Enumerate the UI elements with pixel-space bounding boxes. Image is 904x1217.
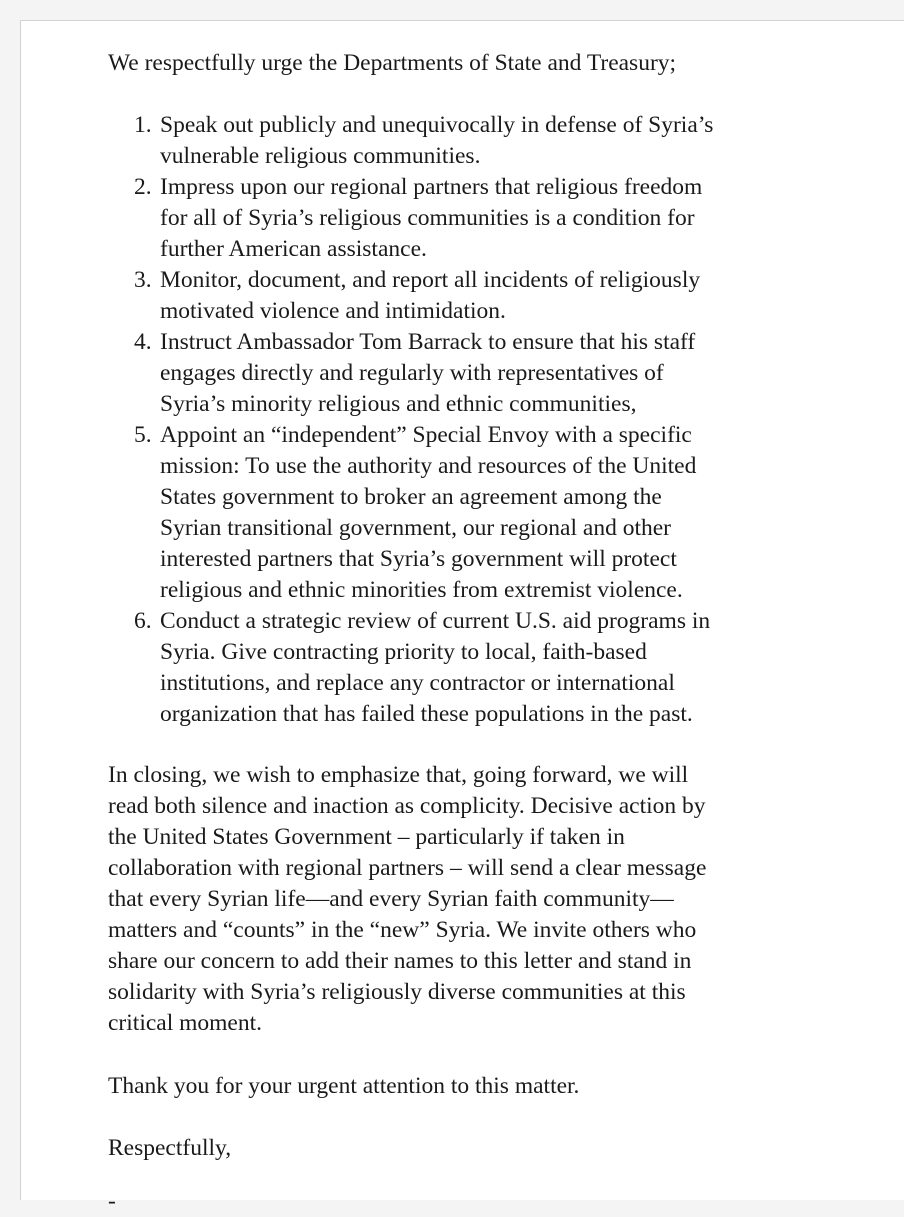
signoff: Respectfully,	[108, 1135, 232, 1161]
list-line: Syrian transitional government, our regional and other	[160, 515, 671, 541]
letter-page	[20, 20, 904, 1214]
list-item-5	[108, 420, 808, 606]
list-number: 3.	[134, 267, 152, 293]
list-line: organization that has failed these populations in the past.	[160, 701, 693, 727]
list-line: institutions, and replace any contractor or international	[160, 670, 675, 696]
list-number: 1.	[134, 112, 152, 138]
list-item-4	[108, 327, 808, 420]
list-line: vulnerable religious communities.	[160, 143, 481, 169]
intro-paragraph: We respectfully urge the Departments of State and Treasury;	[108, 50, 677, 76]
list-line: Speak out publicly and unequivocally in defense of Syria’s	[160, 112, 714, 138]
list-line: Conduct a strategic review of current U.S. aid programs in	[160, 608, 711, 634]
list-line: further American assistance.	[160, 236, 427, 262]
list-number: 6.	[134, 608, 152, 634]
list-line: Appoint an “independent” Special Envoy with a specific	[160, 422, 692, 448]
list-line: Monitor, document, and report all incidents of religiously	[160, 267, 701, 293]
closing-line: the United States Government – particularly if taken in	[108, 824, 625, 850]
list-line: religious and ethnic minorities from extremist violence.	[160, 577, 683, 603]
recommendations-list	[108, 110, 808, 730]
closing-line: collaboration with regional partners – will send a clear message	[108, 855, 707, 881]
list-number: 5.	[134, 422, 152, 448]
list-item-6	[108, 606, 808, 730]
list-number: 2.	[134, 174, 152, 200]
list-item-3	[108, 265, 808, 327]
closing-line: read both silence and inaction as complicity. Decisive action by	[108, 793, 706, 819]
closing-paragraph	[108, 760, 828, 1039]
list-line: engages directly and regularly with representatives of	[160, 360, 664, 386]
list-line: for all of Syria’s religious communities is a condition for	[160, 205, 695, 231]
list-item-1	[108, 110, 808, 172]
list-line: mission: To use the authority and resources of the United	[160, 453, 697, 479]
thanks-line: Thank you for your urgent attention to this matter.	[108, 1073, 580, 1099]
list-line: interested partners that Syria’s government will protect	[160, 546, 677, 572]
list-line: Instruct Ambassador Tom Barrack to ensure that his staff	[160, 329, 696, 355]
list-line: Syria. Give contracting priority to local, faith-based	[160, 639, 647, 665]
list-line: Impress upon our regional partners that religious freedom	[160, 174, 703, 200]
trailing-mark: -	[108, 1188, 116, 1214]
closing-line: solidarity with Syria’s religiously diverse communities at this	[108, 979, 686, 1005]
closing-line: share our concern to add their names to this letter and stand in	[108, 948, 692, 974]
closing-line: matters and “counts” in the “new” Syria. We invite others who	[108, 917, 697, 943]
list-line: Syria’s minority religious and ethnic communities,	[160, 391, 637, 417]
closing-line: that every Syrian life—and every Syrian faith community—	[108, 886, 674, 912]
closing-line: critical moment.	[108, 1010, 263, 1036]
list-line: motivated violence and intimidation.	[160, 298, 506, 324]
list-line: States government to broker an agreement among the	[160, 484, 662, 510]
closing-line: In closing, we wish to emphasize that, going forward, we will	[108, 762, 689, 788]
list-number: 4.	[134, 329, 152, 355]
list-item-2	[108, 172, 808, 265]
